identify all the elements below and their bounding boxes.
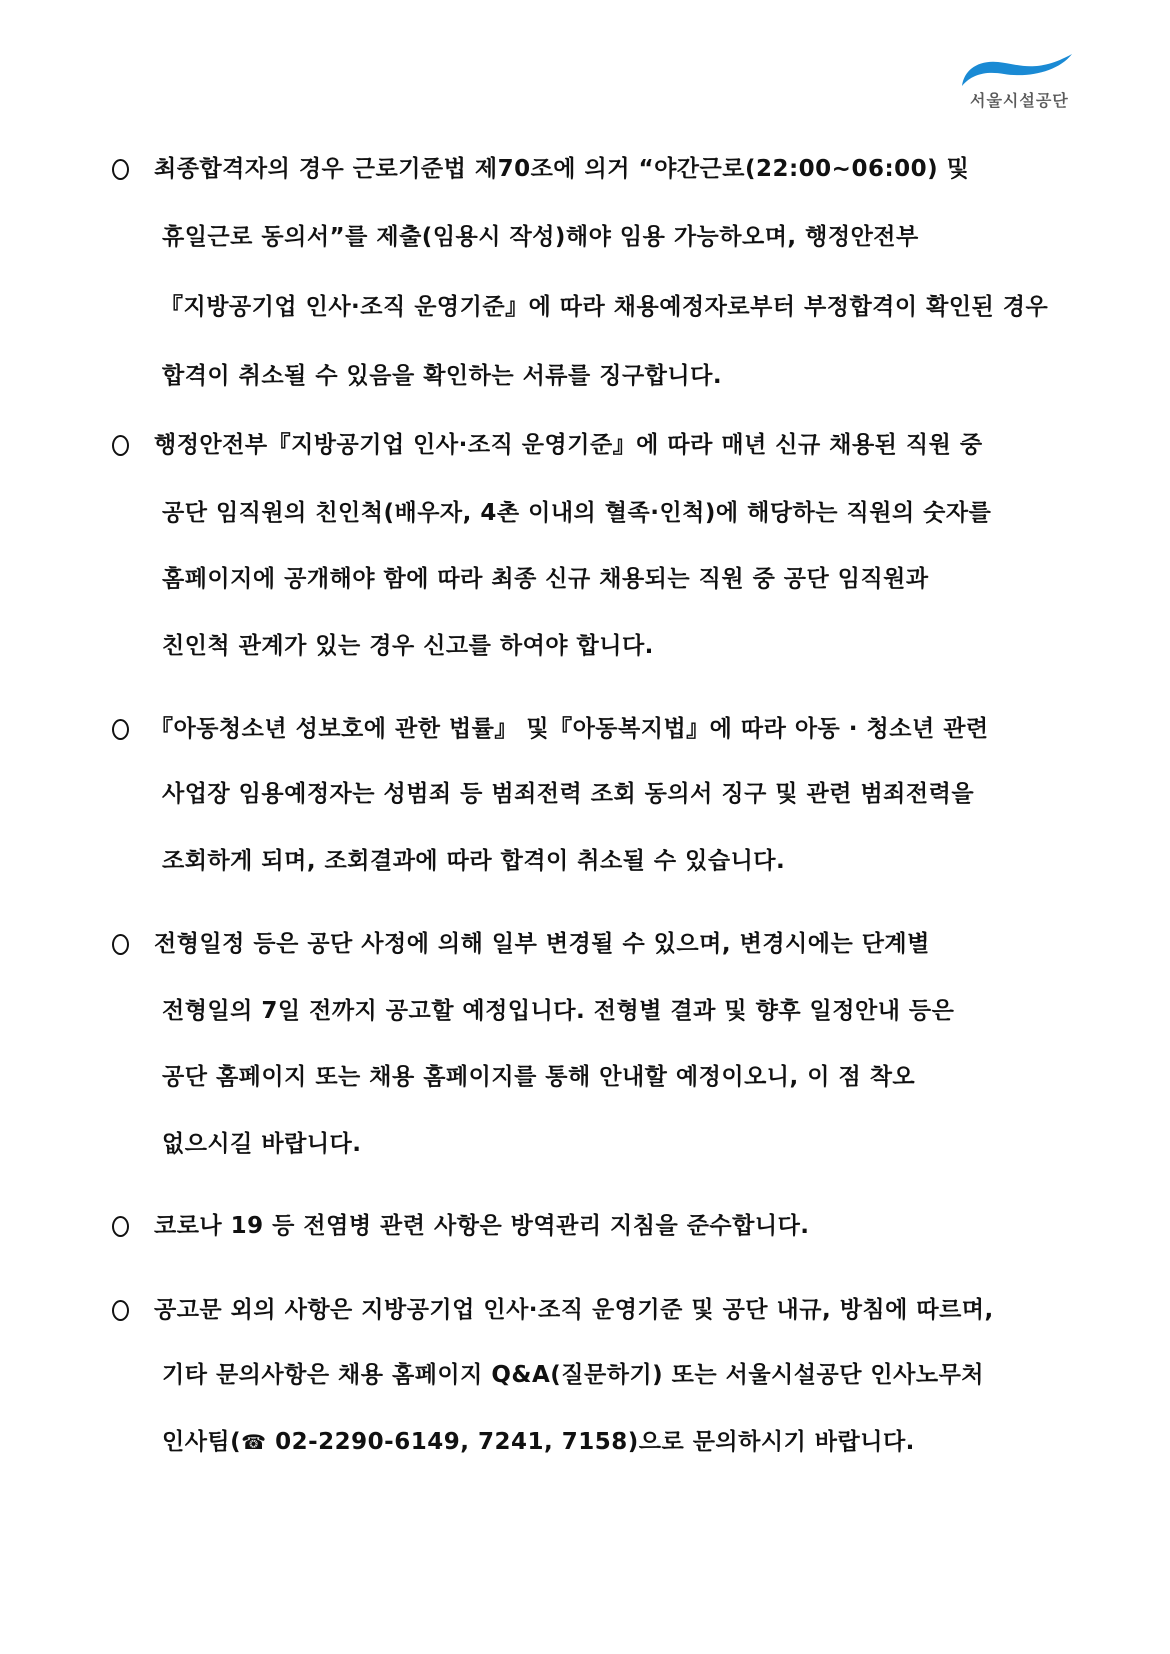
contact-phone-numbers: 02-2290-6149, 7241, 7158)으로 문의하시기 바랍니다. xyxy=(266,1429,915,1455)
logo-text: 서울시설공단 xyxy=(970,91,1069,110)
paragraph-6-line-1: 공고문 외의 사항은 지방공기업 인사·조직 운영기준 및 공단 내규, 방침에 따르며, xyxy=(154,1297,994,1323)
paragraph-4-line-3: 공단 홈페이지 또는 채용 홈페이지를 통해 안내할 예정이오니, 이 점 착오 xyxy=(162,1064,916,1090)
bullet-circle-icon xyxy=(112,435,129,456)
paragraph-3-line-3: 조회하게 되며, 조회결과에 따라 합격이 취소될 수 있습니다. xyxy=(162,848,786,874)
paragraph-1-line-3: 『지방공기업 인사·조직 운영기준』에 따라 채용예정자로부터 부정합격이 확인된 경우 xyxy=(160,294,1049,320)
contact-prefix: 인사팀( xyxy=(162,1429,242,1455)
paragraph-2-line-4: 친인척 관계가 있는 경우 신고를 하여야 합니다. xyxy=(162,633,654,659)
bullet-circle-icon xyxy=(112,719,129,740)
paragraph-1-line-1: 최종합격자의 경우 근로기준법 제70조에 의거 “야간근로(22:00~06:00) 및 xyxy=(154,156,970,182)
bullet-circle-icon xyxy=(112,934,129,955)
paragraph-1-line-2: 휴일근로 동의서”를 제출(임용시 작성)해야 임용 가능하오며, 행정안전부 xyxy=(162,224,919,250)
paragraph-6-line-2: 기타 문의사항은 채용 홈페이지 Q&A(질문하기) 또는 서울시설공단 인사노무처 xyxy=(162,1362,985,1388)
paragraph-2-line-2: 공단 임직원의 친인척(배우자, 4촌 이내의 혈족·인척)에 해당하는 직원의 숫자를 xyxy=(162,500,992,526)
paragraph-4-line-4: 없으시길 바랍니다. xyxy=(162,1131,362,1157)
paragraph-3-line-2: 사업장 임용예정자는 성범죄 등 범죄전력 조회 동의서 징구 및 관련 범죄전력을 xyxy=(162,781,975,807)
phone-icon: ☎ xyxy=(241,1430,267,1454)
paragraph-1-line-4: 합격이 취소될 수 있음을 확인하는 서류를 징구합니다. xyxy=(162,363,723,389)
paragraph-6-line-3 xyxy=(162,1427,915,1457)
paragraph-4-line-2: 전형일의 7일 전까지 공고할 예정입니다. 전형별 결과 및 향후 일정안내 등은 xyxy=(162,998,955,1024)
paragraph-2-line-3: 홈페이지에 공개해야 함에 따라 최종 신규 채용되는 직원 중 공단 임직원과 xyxy=(162,566,929,592)
paragraph-2-line-1: 행정안전부『지방공기업 인사·조직 운영기준』에 따라 매년 신규 채용된 직원 중 xyxy=(154,432,983,458)
seoul-facilities-corporation-logo xyxy=(958,52,1076,118)
wave-icon xyxy=(958,52,1076,92)
bullet-circle-icon xyxy=(112,1300,129,1321)
bullet-circle-icon xyxy=(112,159,129,180)
paragraph-5-line-1: 코로나 19 등 전염병 관련 사항은 방역관리 지침을 준수합니다. xyxy=(154,1213,810,1239)
paragraph-4-line-1: 전형일정 등은 공단 사정에 의해 일부 변경될 수 있으며, 변경시에는 단계별 xyxy=(154,931,930,957)
bullet-circle-icon xyxy=(112,1216,129,1237)
paragraph-3-line-1: 『아동청소년 성보호에 관한 법률』 및『아동복지법』에 따라 아동 · 청소년 관련 xyxy=(150,716,989,742)
